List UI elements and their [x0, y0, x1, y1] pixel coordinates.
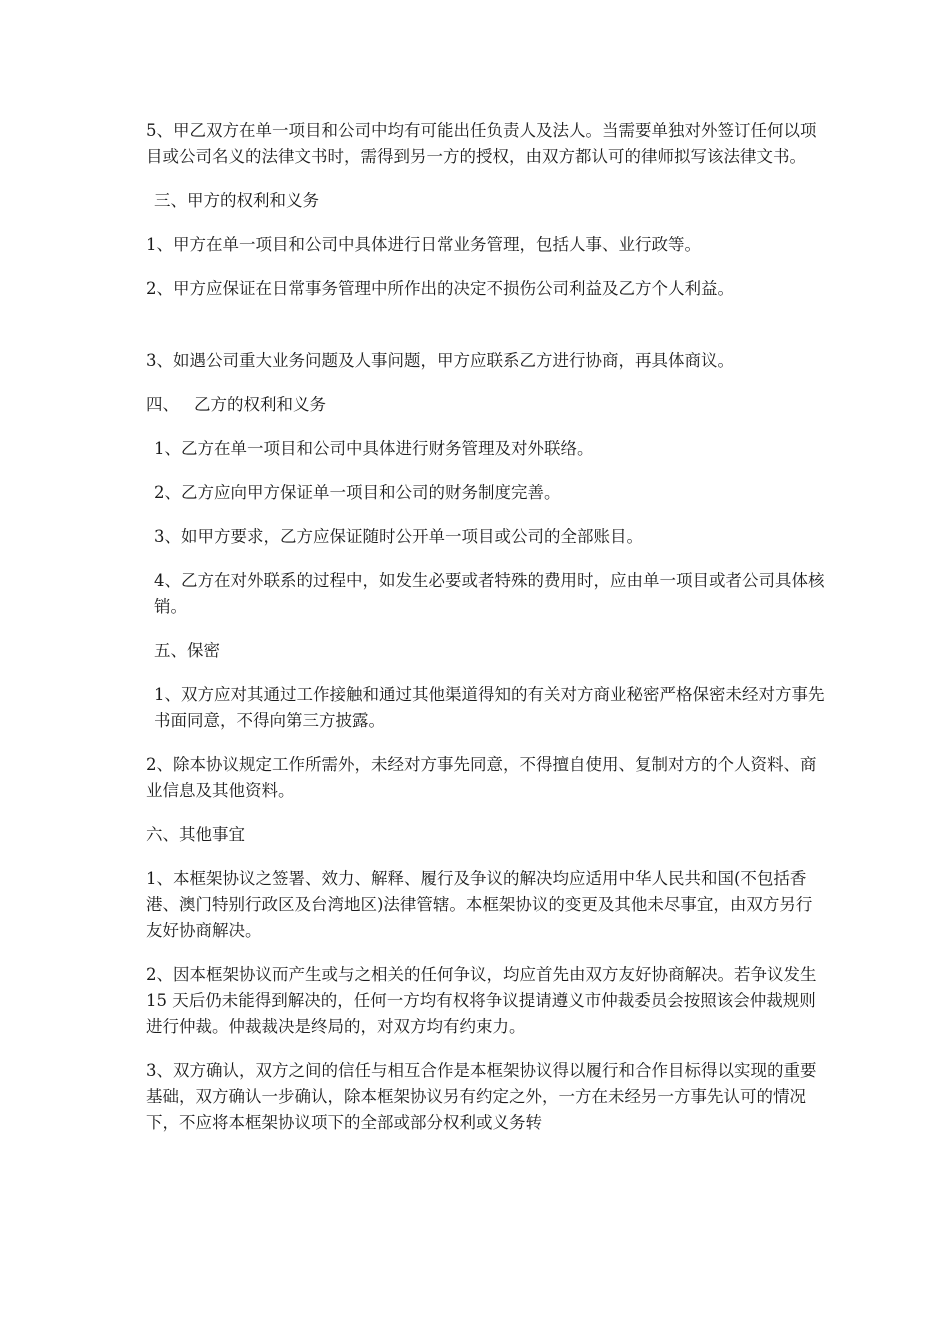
other-matters-clause-2: 2、因本框架协议而产生或与之相关的任何争议，均应首先由双方友好协商解决。若争议发生 15 天后仍未能得到解决的，任何一方均有权将争议提请遵义市仲裁委员会按照该会仲裁规则进行仲裁。仲裁裁决是终局的，对双方均有约束力。 [146, 965, 817, 1036]
clause-5-signing-authority: 5、甲乙双方在单一项目和公司中均有可能出任负责人及法人。当需要单独对外签订任何以项目或公司名义的法律文书时，需得到另一方的授权，由双方都认可的律师拟写该法律文书。 [146, 121, 817, 166]
confidentiality-clause-1: 1、双方应对其通过工作接触和通过其他渠道得知的有关对方商业秘密严格保密未经对方事先书面同意，不得向第三方披露。 [154, 685, 825, 730]
section-number: 四、 [146, 395, 179, 414]
party-b-clause-2: 2、乙方应向甲方保证单一项目和公司的财务制度完善。 [154, 483, 561, 502]
document-body [146, 118, 826, 1154]
other-matters-clause-1: 1、本框架协议之签署、效力、解释、履行及争议的解决均应适用中华人民共和国(不包括香港、澳门特别行政区及台湾地区)法律管辖。本框架协议的变更及其他未尽事宜，由双方另行友好协商解决。 [146, 869, 813, 940]
party-a-clause-2: 2、甲方应保证在日常事务管理中所作出的决定不损伤公司利益及乙方个人利益。 [146, 279, 734, 298]
section-heading-party-a-rights: 三、甲方的权利和义务 [154, 191, 319, 210]
section-heading-other-matters: 六、其他事宜 [146, 825, 245, 844]
party-b-clause-3: 3、如甲方要求，乙方应保证随时公开单一项目或公司的全部账目。 [154, 527, 643, 546]
section-heading-party-b-rights [146, 392, 826, 418]
confidentiality-clause-2: 2、除本协议规定工作所需外，未经对方事先同意，不得擅自使用、复制对方的个人资料、商业信息及其他资料。 [146, 755, 817, 800]
section-heading-confidentiality: 五、保密 [154, 641, 220, 660]
party-a-clause-3: 3、如遇公司重大业务问题及人事问题，甲方应联系乙方进行协商，再具体商议。 [146, 351, 734, 370]
party-a-clause-1: 1、甲方在单一项目和公司中具体进行日常业务管理，包括人事、业行政等。 [146, 235, 701, 254]
party-b-clause-1: 1、乙方在单一项目和公司中具体进行财务管理及对外联络。 [154, 439, 594, 458]
section-title: 乙方的权利和义务 [194, 395, 326, 414]
other-matters-clause-3: 3、双方确认，双方之间的信任与相互合作是本框架协议得以履行和合作目标得以实现的重要基础，双方确认一步确认，除本框架协议另有约定之外，一方在未经另一方事先认可的情况下，不应将本框架协议项下的全部或部分权利或义务转 [146, 1061, 817, 1132]
party-b-clause-4: 4、乙方在对外联系的过程中，如发生必要或者特殊的费用时，应由单一项目或者公司具体核销。 [154, 571, 825, 616]
